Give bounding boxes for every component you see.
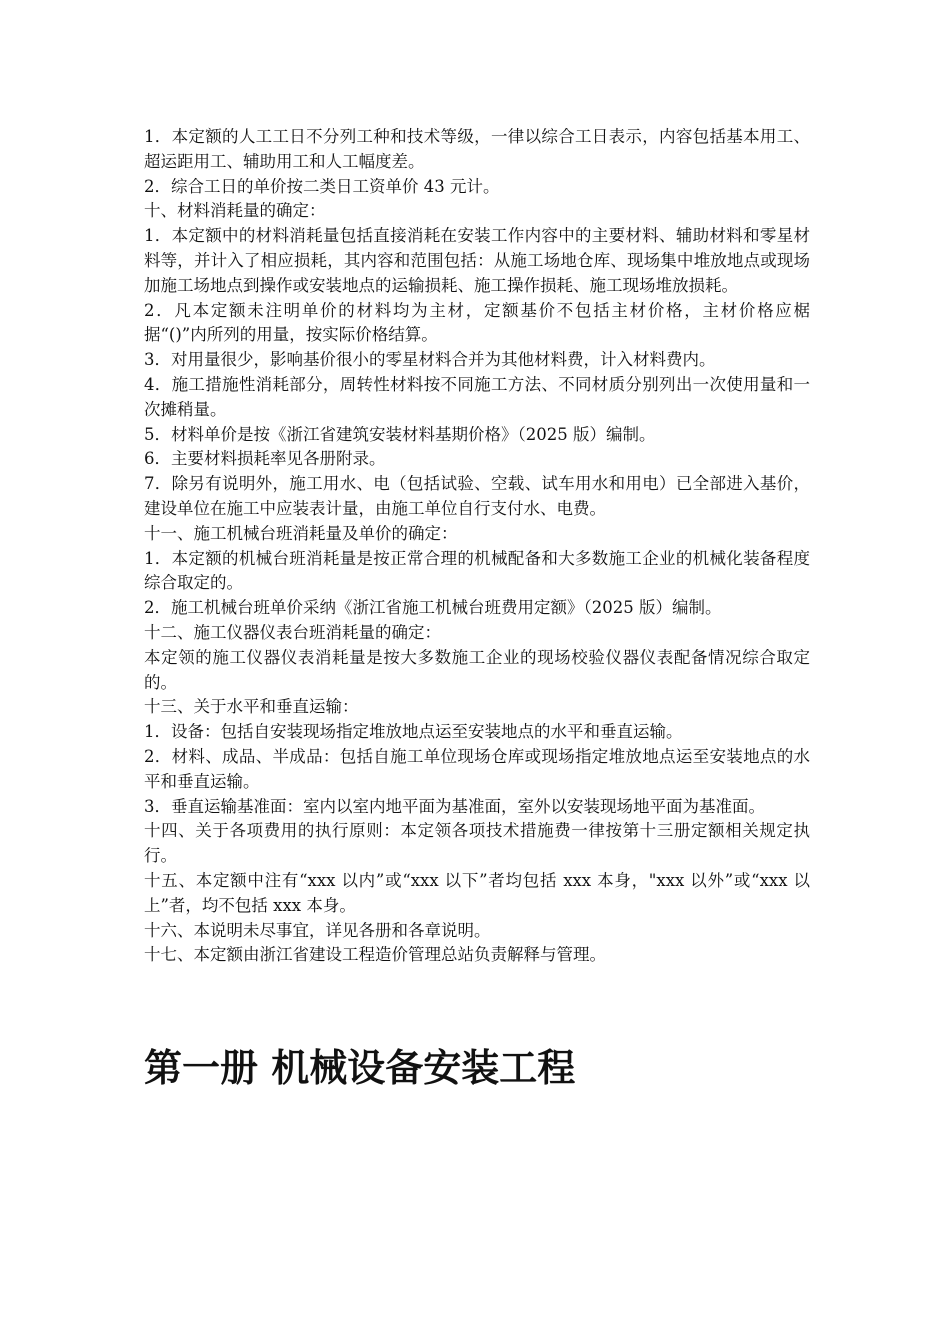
volume-heading: 第一册 机械设备安装工程 xyxy=(144,1046,576,1090)
paragraph: 6．主要材料损耗率见各册附录。 xyxy=(144,449,386,469)
paragraph: 7．除另有说明外，施工用水、电（包括试验、空载、试车用水和用电）已全部进入基价，建设单位在施工中应装表计量，由施工单位自行支付水、电费。 xyxy=(144,474,810,518)
paragraph: 1．本定额的人工工日不分列工种和技术等级，一律以综合工日表示，内容包括基本用工、超运距用工、辅助用工和人工幅度差。 xyxy=(144,127,810,171)
paragraph: 1．本定额的机械台班消耗量是按正常合理的机械配备和大多数施工企业的机械化装备程度综合取定的。 xyxy=(144,548,810,593)
paragraph: 4．施工措施性消耗部分，周转性材料按不同施工方法、不同材质分别列出一次使用量和一次摊稍量。 xyxy=(144,374,810,419)
section-paragraph: 十四、关于各项费用的执行原则：本定领各项技术措施费一律按第十三册定额相关规定执行。 xyxy=(144,821,810,866)
paragraph: 2．凡本定额未注明单价的材料均为主材，定额基价不包括主材价格，主材价格应椐据“()”内所列的用量，按实际价格结算。 xyxy=(144,300,810,345)
paragraph: 3．垂直运输基准面：室内以室内地平面为基准面，室外以安装现场地平面为基准面。 xyxy=(144,796,765,816)
paragraph: 2．综合工日的单价按二类日工资单价 43 元计。 xyxy=(144,176,500,196)
section-heading: 十一、施工机械台班消耗量及单价的确定： xyxy=(144,523,458,543)
section-paragraph: 十六、本说明未尽事宜，详见各册和各章说明。 xyxy=(144,920,491,940)
section-heading: 十三、关于水平和垂直运输： xyxy=(144,697,359,717)
section-paragraph: 十五、本定额中注有“xxx 以内”或“xxx 以下”者均包括 xxx 本身，"xxx 以外”或“xxx 以上”者，均不包括 xxx 本身。 xyxy=(144,870,810,915)
paragraph: 2．施工机械台班单价采纳《浙江省施工机械台班费用定额》（2025 版）编制。 xyxy=(144,598,722,618)
paragraph: 本定领的施工仪器仪表消耗量是按大多数施工企业的现场校验仪器仪表配备情况综合取定的。 xyxy=(144,647,810,692)
paragraph: 5．材料单价是按《浙江省建筑安装材料基期价格》（2025 版）编制。 xyxy=(144,424,656,444)
paragraph: 1．本定额中的材料消耗量包括直接消耗在安装工作内容中的主要材料、辅助材料和零星材料等，并计入了相应损耗，其内容和范围包括：从施工场地仓库、现场集中堆放地点或现场加施工场地点到操作或安装地点的运输损耗、施工操作损耗、施工现场堆放损耗。 xyxy=(144,226,810,295)
paragraph: 2．材料、成品、半成品：包括自施工单位现场仓库或现场指定堆放地点运至安装地点的水平和垂直运输。 xyxy=(144,746,810,791)
paragraph: 1．设备：包括自安装现场指定堆放地点运至安装地点的水平和垂直运输。 xyxy=(144,722,683,742)
section-heading: 十二、施工仪器仪表台班消耗量的确定： xyxy=(144,622,441,642)
document-body xyxy=(144,125,810,968)
section-paragraph: 十七、本定额由浙江省建设工程造价管理总站负责解释与管理。 xyxy=(144,945,606,965)
section-heading: 十、材料消耗量的确定： xyxy=(144,201,326,221)
paragraph: 3．对用量很少，影响基价很小的零星材料合并为其他材料费，计入材料费内。 xyxy=(144,350,716,370)
